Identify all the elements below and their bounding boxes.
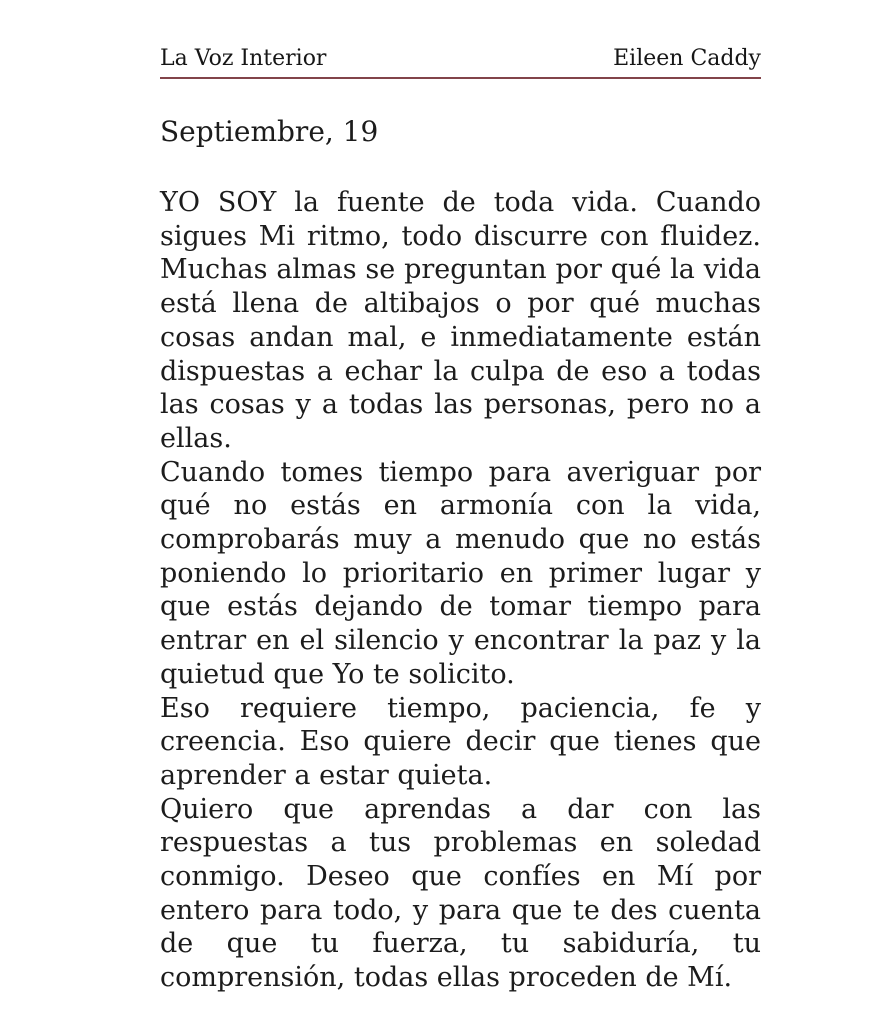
entry-date-heading: Septiembre, 19 [160,115,379,148]
book-title: La Voz Interior [160,46,327,71]
entry-paragraph-1: YO SOY la fuente de toda vida. Cuando sigues Mi ritmo, todo discurre con fluidez. Muchas almas se preguntan por qué la vida está llena de altibajos o por qué muchas cosas andan mal, e inmediatamente están dispuestas a echar la culpa de eso a todas las cosas y a todas las personas, pero no a ellas. [160,187,761,454]
page-header [160,47,761,79]
entry-paragraph-4: Quiero que aprendas a dar con las respuestas a tus problemas en soledad conmigo. Deseo que confíes en Mí por entero para todo, y para que te des cuenta de que tu fuerza, tu sabiduría, tu comprensión, todas ellas proceden de Mí. [160,793,761,994]
entry-paragraph-2: Cuando tomes tiempo para averiguar por qué no estás en armonía con la vida, comprobarás muy a menudo que no estás poniendo lo prioritario en primer lugar y que estás dejando de tomar tiempo para entrar en el silencio y encontrar la paz y la quietud que Yo te solicito. [160,456,761,690]
entry-paragraph-3: Eso requiere tiempo, paciencia, fe y creencia. Eso quiere decir que tienes que aprender a estar quieta. [160,692,761,791]
page-content [160,0,761,995]
author-name: Eileen Caddy [613,46,761,71]
entry-body [160,186,761,995]
